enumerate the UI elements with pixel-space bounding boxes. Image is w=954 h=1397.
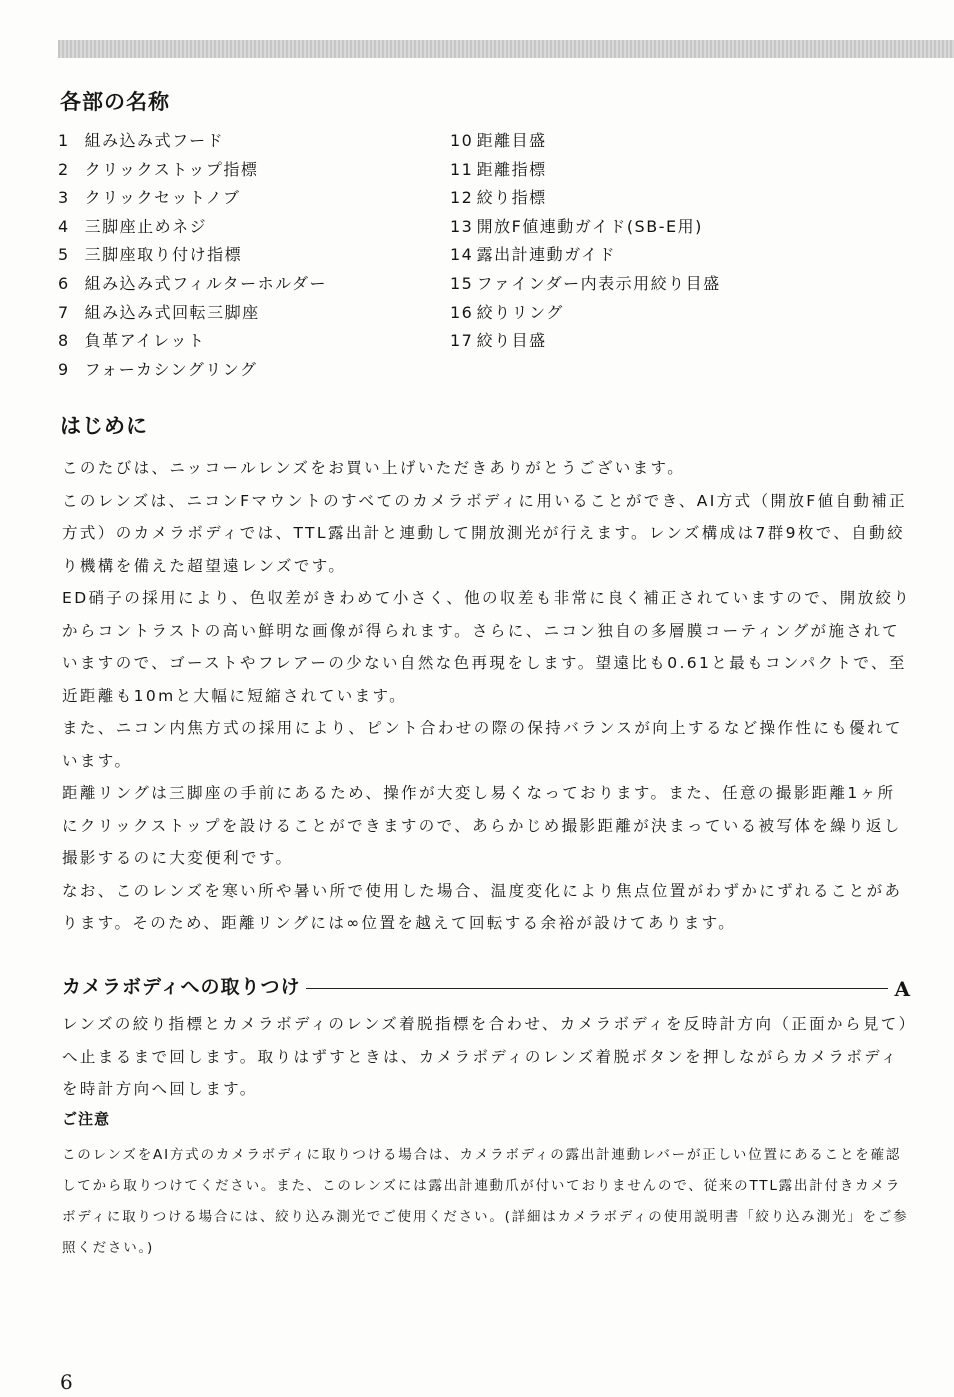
part-item: 11 距離指標 <box>450 159 547 179</box>
page-number: 6 <box>60 1370 73 1394</box>
part-item: 1 組み込み式フード <box>58 131 225 150</box>
mount-title: カメラボディへの取りつけ <box>62 975 301 998</box>
part-item: 4 三脚座止めネジ <box>58 216 208 236</box>
part-item: 8 負革アイレット <box>58 331 206 351</box>
part-item: 6 組み込み式フィルターホルダー <box>58 273 328 293</box>
part-item: 14 露出計連動ガイド <box>450 245 617 265</box>
caution-body <box>62 1140 912 1264</box>
intro-body <box>62 452 912 940</box>
part-item: 2 クリックストップ指標 <box>58 159 259 179</box>
parts-column-right <box>450 128 870 357</box>
part-item: 10 距離目盛 <box>450 131 547 150</box>
header-band <box>58 40 954 58</box>
caution-paragraph: このレンズをAI方式のカメラボディに取りつける場合は、カメラボディの露出計連動レバーが正しい位置にあることを確認してから取りつけてください。また、このレンズには露出計連動爪が付いておりませんので、従来のTTL露出計付きカメラボディに取りつける場合には、絞り込み測光でご使用ください。(詳細はカメラボディの使用説明書「絞り込み測光」をご参照ください。) <box>62 1147 909 1256</box>
intro-title: はじめに <box>60 414 148 438</box>
intro-paragraph: このレンズは、ニコンFマウントのすべてのカメラボディに用いることができ、AI方式（開放F値自動補正方式）のカメラボディでは、TTL露出計と連動して開放測光が行えます。レンズ構成は7群9枚で、自動絞り機構を備えた超望遠レンズです。 <box>62 491 908 575</box>
part-item: 15 ファインダー内表示用絞り目盛 <box>450 273 721 293</box>
part-item: 3 クリックセットノブ <box>58 188 241 208</box>
intro-paragraph: なお、このレンズを寒い所や暑い所で使用した場合、温度変化により焦点位置がわずかにずれることがあります。そのため、距離リングには∞位置を越えて回転する余裕が設けてあります。 <box>62 881 903 932</box>
part-item: 7 組み込み式回転三脚座 <box>58 302 260 322</box>
heading-rule <box>306 988 888 989</box>
part-item: 17 絞り目盛 <box>450 331 547 351</box>
part-item: 16 絞りリング <box>450 302 564 322</box>
part-item: 9 フォーカシングリング <box>58 359 258 379</box>
intro-paragraph: ED硝子の採用により、色収差がきわめて小さく、他の収差も非常に良く補正されていますので、開放絞りからコントラストの高い鮮明な画像が得られます。さらに、ニコン独自の多層膜コーティングが施されていますので、ゴーストやフレアーの少ない自然な色再現をします。望遠比も0.61と最もコンパクトで、至近距離も10mと大幅に短縮されています。 <box>62 589 912 705</box>
mount-heading <box>62 968 910 1002</box>
parts-title: 各部の名称 <box>60 90 170 114</box>
intro-paragraph: このたびは、ニッコールレンズをお買い上げいただきありがとうございます。 <box>62 459 686 477</box>
mount-paragraph: レンズの絞り指標とカメラボディのレンズ着脱指標を合わせ、カメラボディを反時計方向（正面から見て）へ止まるまで回します。取りはずすときは、カメラボディのレンズ着脱ボタンを押しながらカメラボディを時計方向へ回します。 <box>62 1015 909 1098</box>
part-item: 12 絞り指標 <box>450 188 547 208</box>
intro-paragraph: 距離リングは三脚座の手前にあるため、操作が大変し易くなっております。また、任意の撮影距離1ヶ所にクリックストップを設けることができますので、あらかじめ撮影距離が決まっている被写体を繰り返し撮影するのに大変便利です。 <box>62 784 902 867</box>
caution-title: ご注意 <box>62 1110 111 1128</box>
figure-letter: A <box>894 977 910 1001</box>
part-item: 13 開放F値連動ガイド(SB-E用) <box>450 216 703 236</box>
mount-body <box>62 1008 912 1106</box>
intro-paragraph: また、ニコン内焦方式の採用により、ピント合わせの際の保持バランスが向上するなど操作性にも優れています。 <box>62 719 903 770</box>
part-item: 5 三脚座取り付け指標 <box>58 245 243 265</box>
parts-column-left <box>58 128 438 385</box>
